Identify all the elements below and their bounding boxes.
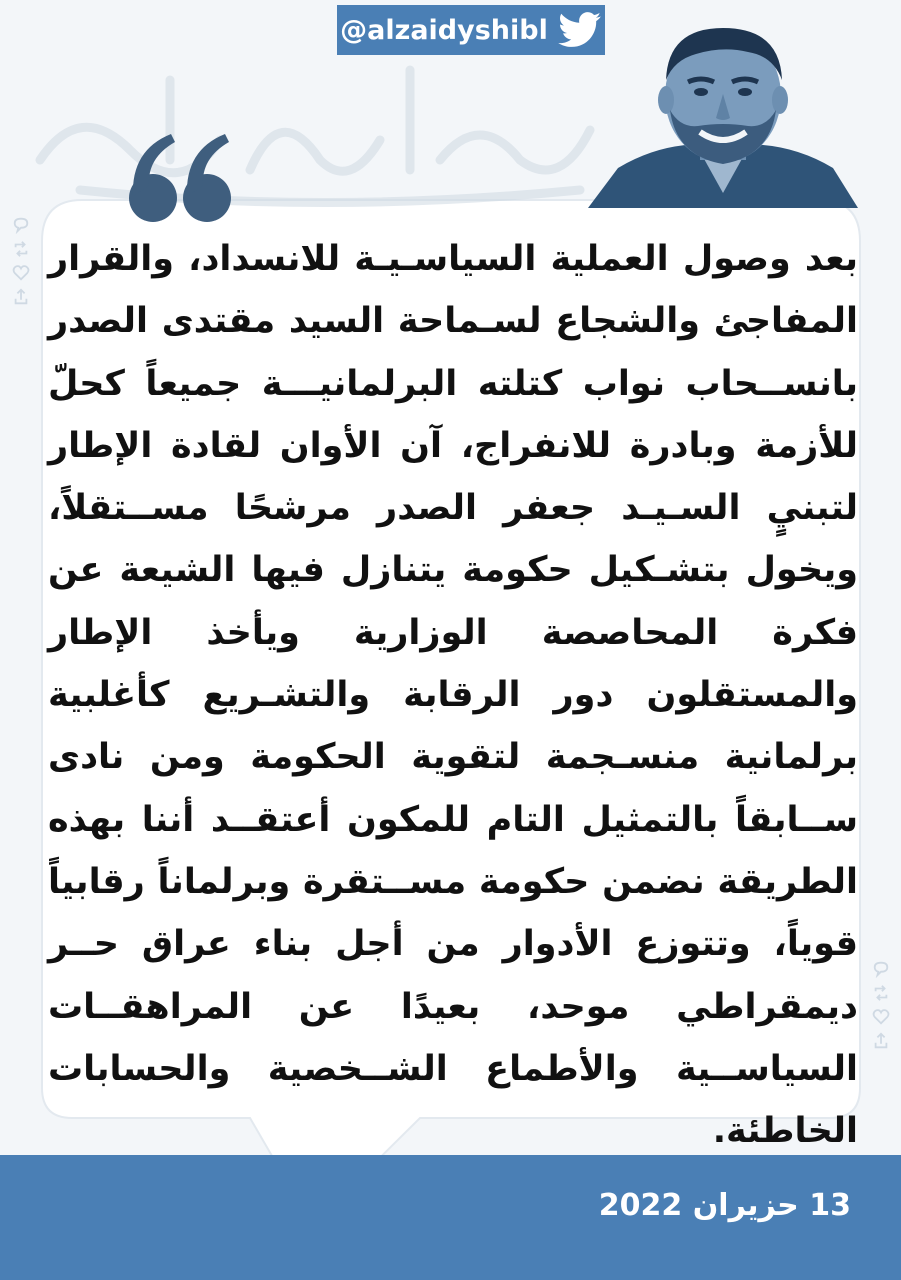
retweet-icon	[12, 240, 30, 258]
left-social-icons	[12, 216, 30, 306]
heart-icon	[872, 1008, 890, 1026]
handle-text: @alzaidyshibl	[340, 14, 548, 46]
heart-icon	[12, 264, 30, 282]
quote-icon	[125, 130, 235, 230]
author-portrait	[588, 18, 858, 208]
twitter-handle-badge[interactable]	[337, 5, 605, 55]
right-social-icons	[872, 960, 890, 1050]
share-icon	[872, 1032, 890, 1050]
calligraphy-watermark	[20, 40, 600, 210]
comment-icon	[872, 960, 890, 978]
post-body-text: بعد وصول العملية السياسـيـة للانسداد، والقرار المفاجئ والشجاع لسـماحة السيد مقتدى الصدر بانســحاب نواب كتلته البرلمانيـــة جميعاً كحلّ للأزمة وبادرة للانفراج، آن الأوان لقادة الإطار لتبنيٍ السـيـد جعفر الصدر مرشحًا مســتقلاً، ويخول بتشـكيل حكومة يتنازل فيها الشيعة عن فكرة المحاصصة الوزارية ويأخذ الإطار والمستقلون دور الرقابة والتشـريع كأغلبية برلمانية منسـجمة لتقوية الحكومة ومن نادى ســابقاً بالتمثيل التام للمكون أعتقــد أننا بهذه الطريقة نضمن حكومة مســتقرة وبرلماناً رقابياً قوياً، وتتوزع الأدوار من أجل بناء عراق حــر ديمقراطي موحد، بعيدًا عن المراهقــات السياســية والأطماع الشــخصية والحسابات الخاطئة.	[48, 239, 858, 1152]
share-icon	[12, 288, 30, 306]
post-date: 13 حزيران 2022	[598, 1188, 851, 1223]
comment-icon	[12, 216, 30, 234]
retweet-icon	[872, 984, 890, 1002]
